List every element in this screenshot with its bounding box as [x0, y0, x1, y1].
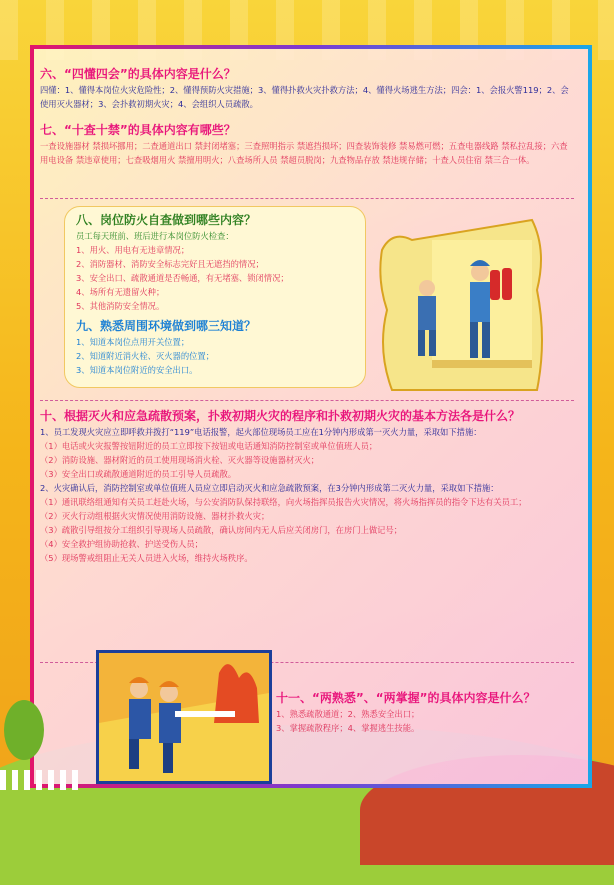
section-7 [40, 122, 574, 167]
section-8-item: 1、用火、用电有无违章情况； [76, 245, 190, 255]
divider [40, 198, 574, 199]
section-9 [76, 318, 366, 377]
section-8-title: 八、岗位防火自查做到哪些内容？ [76, 213, 257, 227]
section-10-line: （3）疏散引导组按分工组织引导现场人员疏散，确认房间内无人后应关闭房门，在房门上做记号； [40, 525, 403, 535]
section-11-item: 1、熟悉疏散通道；2、熟悉安全出口； [276, 709, 420, 719]
divider [40, 400, 574, 401]
section-9-title: 九、熟悉周围环境做到哪三知道？ [76, 319, 257, 333]
section-8 [76, 212, 366, 313]
section-10-line: （5）现场警戒组阻止无关人员进入火场，维持火场秩序。 [40, 553, 253, 563]
section-6-body: 四懂：1、懂得本岗位火灾危险性；2、懂得预防火灾措施；3、懂得扑救火灾扑救方法；4、懂得火场逃生方法；四会：1、会报火警119；2、会使用灭火器材；3、会扑救初期火灾；4、会组织人员疏散。 [40, 85, 569, 109]
section-10-line: （1）电话或火灾报警按钮附近的员工立即按下按钮或电话通知消防控制室或单位值班人员； [40, 441, 378, 451]
section-10-line: （2）灭火行动组根据火灾情况使用消防设施、器材扑救火灾； [40, 511, 270, 521]
section-9-item: 3、知道本岗位附近的安全出口。 [76, 365, 198, 375]
section-8-item: 5、其他消防安全情况。 [76, 301, 165, 311]
section-10-line: （1）通讯联络组通知有关员工赶赴火场，与公安消防队保持联络，向火场指挥员报告火灾情况，将火场指挥员的指令下达有关员工； [40, 497, 527, 507]
section-10-line: 1、员工发现火灾应立即呼救并拨打“119”电话报警，起火部位现场员工应在1分钟内形成第一灭火力量，采取如下措施： [40, 427, 482, 437]
section-8-item: 3、安全出口、疏散通道是否畅通，有无堵塞、锁闭情况； [76, 273, 289, 283]
section-8-item: 2、消防器材、消防安全标志完好且无遮挡的情况； [76, 259, 264, 269]
section-9-item: 2、知道附近消火栓、灭火器的位置； [76, 351, 215, 361]
section-8-item: 4、场所有无遗留火种； [76, 287, 165, 297]
section-7-title: 七、“十查十禁”的具体内容有哪些？ [40, 123, 236, 137]
section-6 [40, 66, 574, 111]
section-10-line: 2、火灾确认后，消防控制室或单位值班人员应立即启动灭火和应急疏散预案，在3分钟内形成第二灭火力量，采取如下措施： [40, 483, 499, 493]
section-11 [276, 690, 566, 735]
section-10 [40, 408, 574, 565]
section-6-title: 六、“四懂四会”的具体内容是什么？ [40, 67, 236, 81]
section-10-line: （2）消防设施、器材附近的员工使用现场消火栓、灭火器等设施器材灭火； [40, 455, 320, 465]
section-11-title: 十一、“两熟悉”、“两掌握”的具体内容是什么？ [276, 691, 536, 705]
tree-decoration [4, 700, 44, 760]
section-10-line: （4）安全救护组协助抢救、护送受伤人员； [40, 539, 203, 549]
firefighting-illustration [96, 650, 272, 784]
fence-decoration [0, 770, 80, 790]
inspection-illustration [372, 210, 552, 400]
section-8-intro: 员工每天班前、班后进行本岗位防火检查： [76, 231, 234, 241]
section-7-body: 一查设施器材 禁损坏挪用；二查通道出口 禁封闭堵塞；三查照明指示 禁遮挡损坏；四查装饰装修 禁易燃可燃；五查电器线路 禁私拉乱接；六查用电设备 禁违章使用；七查吸烟用火 禁擅用明火；八查场所人员 禁超员脱岗；九查物品存放 禁违规存储；十查人员住宿 禁三合一体。 [40, 141, 568, 165]
section-11-item: 3、掌握疏散程序；4、掌握逃生技能。 [276, 723, 420, 733]
section-9-item: 1、知道本岗位点用开关位置； [76, 337, 190, 347]
section-10-line: （3）安全出口或疏散通道附近的员工引导人员疏散。 [40, 469, 237, 479]
section-10-title: 十、根据灭火和应急疏散预案，扑救初期火灾的程序和扑救初期火灾的基本方法各是什么？ [40, 409, 521, 423]
